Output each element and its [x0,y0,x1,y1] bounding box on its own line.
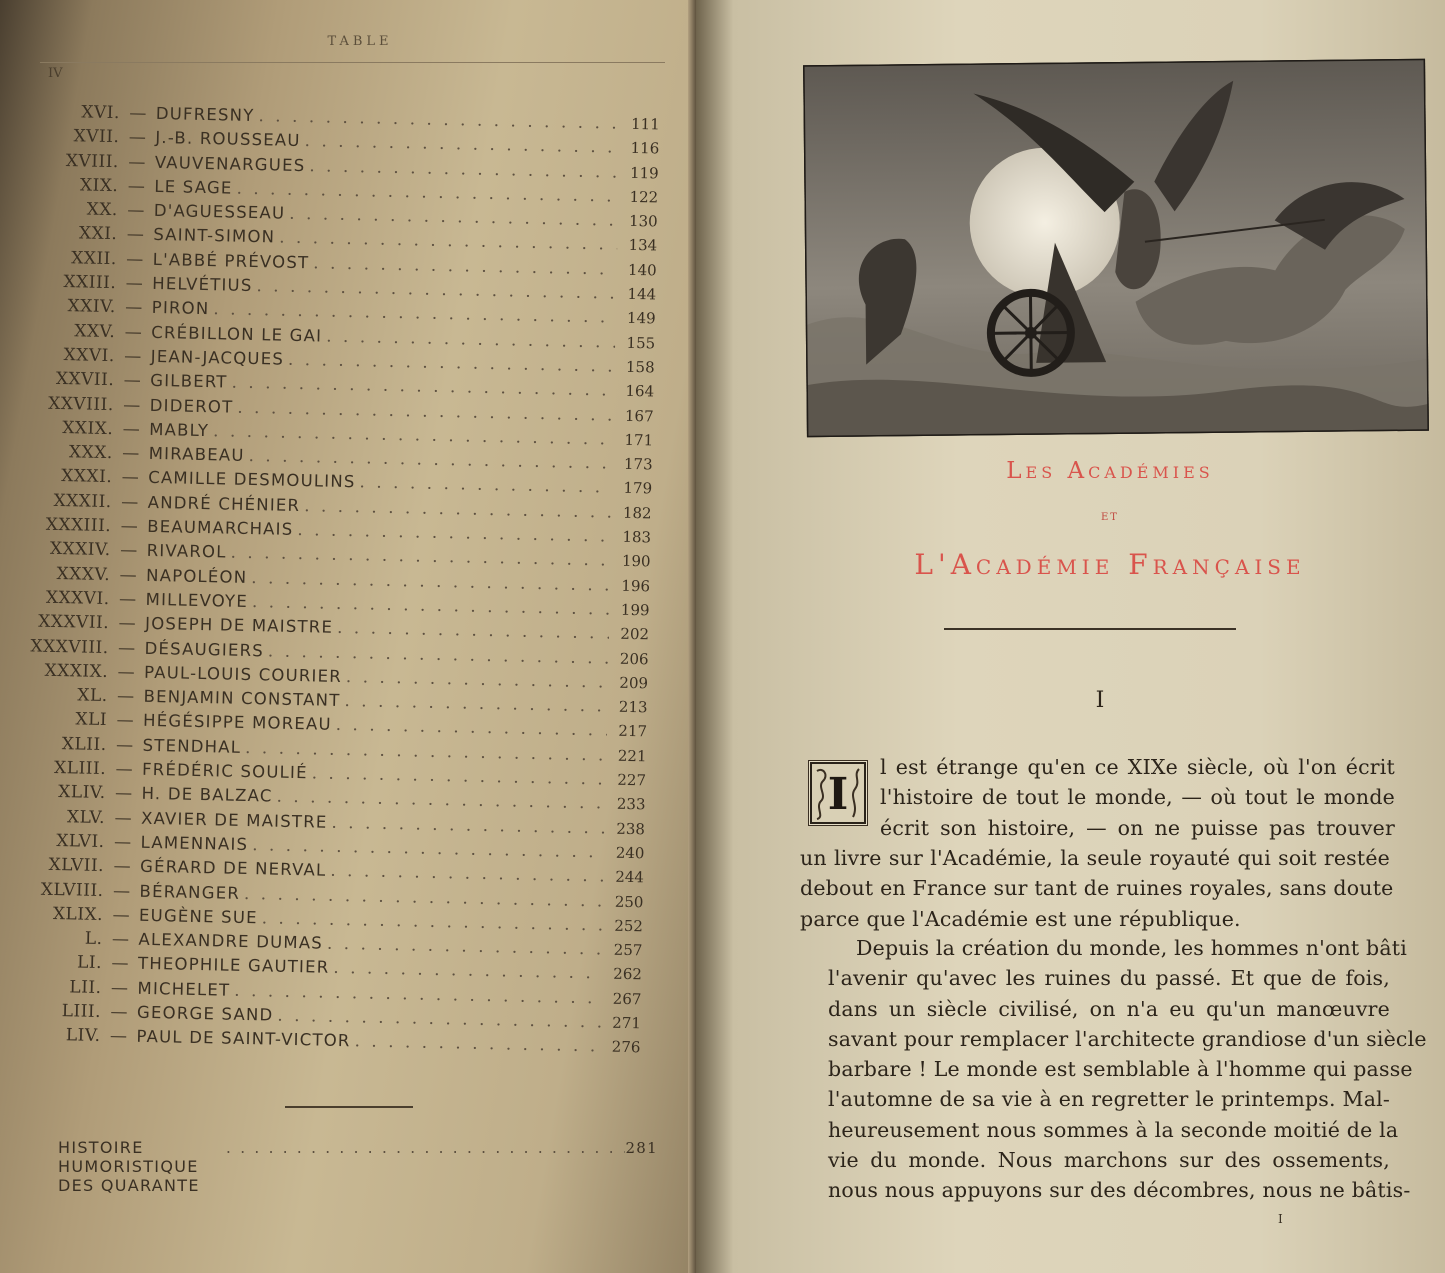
toc-entry-title: JEAN-JACQUES [150,346,285,369]
toc-chapter-number: XXXII. [53,490,112,512]
title-rule [944,628,1236,630]
toc-separator: — [112,905,130,926]
toc-page-number: 271 [612,1013,642,1033]
toc-chapter-number: XXVI. [63,345,115,367]
toc-separator: — [117,637,136,659]
toc-chapter-number: XXXVIII. [30,635,109,658]
toc-page-number: 252 [614,916,644,936]
toc-entry-title: LAMENNAIS [140,832,249,854]
toc-separator: — [122,419,140,440]
toc-chapter-number: L. [84,928,103,950]
text-line: écrit son histoire, — on ne puisse pas trouver [880,815,1395,840]
toc-chapter-number: XLV. [66,806,106,828]
toc-separator: — [111,953,129,974]
toc-separator: — [115,759,133,780]
toc-chapter-number: XLVII. [48,855,105,877]
toc-separator: — [120,492,139,513]
toc-page-number: 158 [625,357,655,377]
toc-entry-title: PAUL DE SAINT-VICTOR [136,1027,351,1051]
toc-page-number: 213 [618,697,648,717]
text-line: Depuis la création du monde, les hommes n'ont bâti [856,936,1407,960]
toc-separator: — [113,856,131,877]
toc-chapter-number: XLI [75,709,108,731]
toc-entry-title: RIVAROL [146,541,227,562]
toc-entry-title: GILBERT [150,371,228,392]
leader-dots [355,473,612,498]
text-line: heureusement nous sommes à la seconde moitié de la [828,1117,1399,1142]
toc-separator: — [118,613,136,634]
toc-chapter-number: XLIX. [52,903,104,925]
toc-page-number: 134 [628,236,658,255]
toc-page-number: 262 [613,965,643,984]
toc-separator: — [114,807,132,829]
toc-entry-title: THEOPHILE GAUTIER [137,954,330,978]
toc-entry-title: H. DE BALZAC [141,784,273,806]
toc-chapter-number: XXXIV. [49,539,111,561]
leader-dots [340,691,607,717]
toc-chapter-number: XLIII. [53,757,107,780]
toc-page-number: 196 [621,576,651,596]
toc-entry-title: HÉGÉSIPPE MOREAU [142,711,332,735]
toc-entry-title: L'ABBÉ PRÉVOST [152,249,310,272]
text-line: l'avenir qu'avec les ruines du passé. Et que de fois, [828,966,1390,991]
leader-dots [254,106,620,134]
toc-entry-title: BÉRANGER [139,881,241,903]
engraving-illustration [803,59,1429,437]
toc-chapter-number: XXXIII. [45,514,112,537]
toc-page-number: 250 [614,892,644,911]
text-line: barbare ! Le monde est semblable à l'homme qui passe [828,1057,1413,1082]
text-line: savant pour remplacer l'architecte grandiose d'un siècle [828,1026,1427,1051]
leader-dots [342,667,609,693]
toc-separator: — [125,297,143,319]
toc-entry-title: STENDHAL [142,735,242,757]
toc-page-number: 238 [616,819,646,838]
toc-separator: — [123,370,141,391]
toc-page-number: 233 [616,795,646,814]
toc-chapter-number: XXX. [68,442,113,464]
toc-page-number: 140 [627,260,657,280]
toc-page-number: 202 [620,625,650,644]
toc-entry-title: LE SAGE [154,176,233,198]
toc-separator: — [110,1002,128,1023]
toc-page-number: 199 [620,600,650,620]
paragraph-2 [800,933,1427,1206]
toc-page-number: 206 [619,649,649,668]
toc-entry-title: J.-B. ROUSSEAU [155,128,301,151]
page-number-roman: IV [48,66,63,81]
ornamental-dropcap [808,760,868,826]
toc-separator: — [128,151,146,173]
toc-entry-title: VAUVENARGUES [154,152,306,175]
toc-page-number: 244 [615,867,645,887]
toc-entry-title: MABLY [149,419,210,440]
toc-separator: — [127,200,145,221]
toc-separator: — [116,710,134,732]
toc-separator: — [126,249,144,270]
running-head: TABLE [327,34,393,49]
paragraph-1-intro [880,752,1395,843]
toc-chapter-number: XVI. [81,102,121,124]
toc-appendix-entry [58,1138,658,1195]
toc-page-number: 240 [615,843,645,863]
toc-entry-title: FRÉDÉRIC SOULIÉ [141,759,308,783]
toc-chapter-number: XXV. [74,320,116,342]
toc-separator: — [118,589,137,610]
book-subtitle: L'Académie Française [914,548,1306,581]
toc-entry-title: CRÉBILLON LE GAI [151,322,323,346]
toc-chapter-number: XIX. [79,175,119,197]
toc-entry-title: DUFRESNY [155,103,255,125]
toc-entry-title: D'AGUESSEAU [153,201,286,223]
toc-chapter-number: XXXVII. [38,611,110,634]
toc-separator: — [113,832,132,853]
toc-page-number: 267 [612,989,642,1008]
toc-entry-title: MIRABEAU [148,444,245,466]
toc-separator: — [122,443,140,464]
toc-chapter-number: XVII. [73,126,120,148]
toc-chapter-number: XXXVI. [45,587,110,610]
toc-chapter-number: XXVIII. [47,393,114,415]
text-line: l'histoire de tout le monde, — où tout le monde [880,785,1395,810]
toc-page-number: 164 [625,382,655,401]
table-of-contents [0,101,700,1063]
toc-chapter-number: XLII. [61,733,107,755]
toc-entry-title: NAPOLÉON [145,565,248,587]
toc-entry-title: GÉRARD DE NERVAL [139,856,327,880]
toc-page-number: 227 [617,770,647,790]
toc-chapter-number: XXXI. [61,466,113,488]
toc-separator: — [109,1026,128,1047]
toc-divider [285,1106,413,1108]
toc-chapter-number: XXI. [78,223,118,245]
toc-separator: — [126,224,145,246]
toc-chapter-number: LIV. [65,1025,101,1047]
toc-entry-title: BENJAMIN CONSTANT [143,686,341,711]
text-line: parce que l'Académie est une république. [800,906,1241,931]
chariot-engraving [803,59,1429,437]
toc-separator: — [114,783,133,804]
title-conjunction: ET [1101,512,1119,523]
toc-chapter-number: XLVI. [56,830,105,852]
toc-page-number: 171 [624,430,654,450]
toc-separator: — [128,127,147,149]
toc-separator: — [111,929,130,950]
toc-entry-title: MILLEVOYE [145,589,249,611]
text-line: l est étrange qu'en ce XIXe siècle, où l'on écrit [880,755,1395,779]
toc-chapter-number: XXIX. [62,417,114,439]
toc-chapter-number: XLVIII. [40,879,104,901]
toc-entry-title: BEAUMARCHAIS [146,516,294,539]
toc-separator: — [119,564,137,586]
text-line: vie du monde. Nous marchons sur des ossements, [828,1148,1390,1173]
toc-page-number: 116 [630,139,660,158]
toc-separator: — [115,734,134,756]
toc-page-number: 167 [624,406,654,425]
toc-chapter-number: XVIII. [65,150,120,172]
toc-page-number: 179 [623,479,653,498]
toc-chapter-number: LII. [69,977,102,998]
toc-entry-title: PAUL-LOUIS COURIER [143,662,343,686]
toc-chapter-number: XLIV. [58,782,106,804]
toc-page-number: 209 [619,673,649,693]
toc-page-number: 182 [622,503,652,523]
toc-page-number: 217 [618,722,648,741]
page-number: I [1278,1212,1283,1226]
toc-entry-title: CAMILLE DESMOULINS [148,468,356,492]
text-line: debout en France sur tant de ruines royales, sans doute [800,876,1394,901]
toc-separator: — [125,273,143,294]
toc-page-number: 276 [611,1037,641,1057]
toc-separator: — [121,467,139,489]
appendix-page-number: 281 [625,1139,658,1157]
left-page [0,0,712,1273]
paragraph-1 [800,843,1394,934]
toc-page-number: 149 [626,309,656,328]
toc-chapter-number: LIII. [61,1001,102,1022]
toc-separator: — [124,322,142,343]
toc-separator: — [117,662,135,683]
toc-separator: — [123,394,141,416]
toc-separator: — [124,346,142,367]
leader-dots [222,1138,626,1157]
toc-page-number: 111 [630,114,660,134]
appendix-title: HISTOIRE HUMORISTIQUE DES QUARANTE [58,1138,200,1195]
toc-entry-title: XAVIER DE MAISTRE [140,808,328,832]
toc-page-number: 173 [623,454,653,474]
leader-dots [350,1031,600,1056]
toc-separator: — [120,516,138,537]
toc-entry-title: PIRON [151,298,210,319]
toc-separator: — [119,540,138,561]
toc-chapter-number: XX. [86,199,119,221]
toc-separator: — [116,686,135,707]
toc-entry-title: GEORGE SAND [136,1002,274,1025]
toc-chapter-number: XXIII. [63,272,117,294]
toc-page-number: 119 [629,163,659,183]
toc-page-number: 144 [627,284,657,304]
toc-chapter-number: XXXIX. [44,660,109,682]
chapter-number: I [1095,688,1105,713]
toc-entry-title: MICHELET [137,978,231,1000]
text-line: l'automne de sa vie à en regretter le printemps. Mal- [828,1087,1390,1112]
toc-page-number: 190 [621,552,651,571]
book-title: Les Académies [1006,458,1214,484]
dropcap-letter: I [827,769,849,820]
text-line: nous nous appuyons sur des décombres, nous ne bâtis- [828,1178,1411,1203]
toc-chapter-number: XXIV. [67,296,116,318]
toc-chapter-number: XXXV. [56,563,111,585]
toc-page-number: 183 [622,527,652,547]
toc-chapter-number: XXII. [71,247,117,269]
toc-separator: — [112,880,131,902]
toc-separator: — [129,103,147,124]
toc-page-number: 155 [626,333,656,353]
toc-chapter-number: LI. [76,952,103,974]
toc-entry-title: DIDEROT [149,395,234,417]
toc-entry-title: HELVÉTIUS [152,273,253,296]
toc-entry-title: ALEXANDRE DUMAS [138,929,324,953]
toc-chapter-number: XXVII. [55,369,115,391]
toc-entry-title: SAINT-SIMON [153,225,276,247]
text-line: un livre sur l'Académie, la seule royauté qui soit restée [800,846,1390,870]
toc-page-number: 122 [629,187,659,207]
toc-page-number: 130 [628,212,658,231]
toc-page-number: 257 [613,940,643,960]
toc-entry-title: ANDRÉ CHÉNIER [147,492,301,515]
text-line: dans un siècle civilisé, on n'a eu qu'un manœuvre [828,996,1390,1021]
toc-separator: — [127,176,146,197]
toc-chapter-number: XL. [77,685,108,707]
header-rule [40,62,665,63]
toc-entry-title: DÉSAUGIERS [144,638,265,660]
toc-entry-title: JOSEPH DE MAISTRE [144,614,334,637]
toc-page-number: 221 [617,746,647,766]
toc-entry-title: EUGÈNE SUE [138,905,258,928]
toc-separator: — [110,977,129,999]
